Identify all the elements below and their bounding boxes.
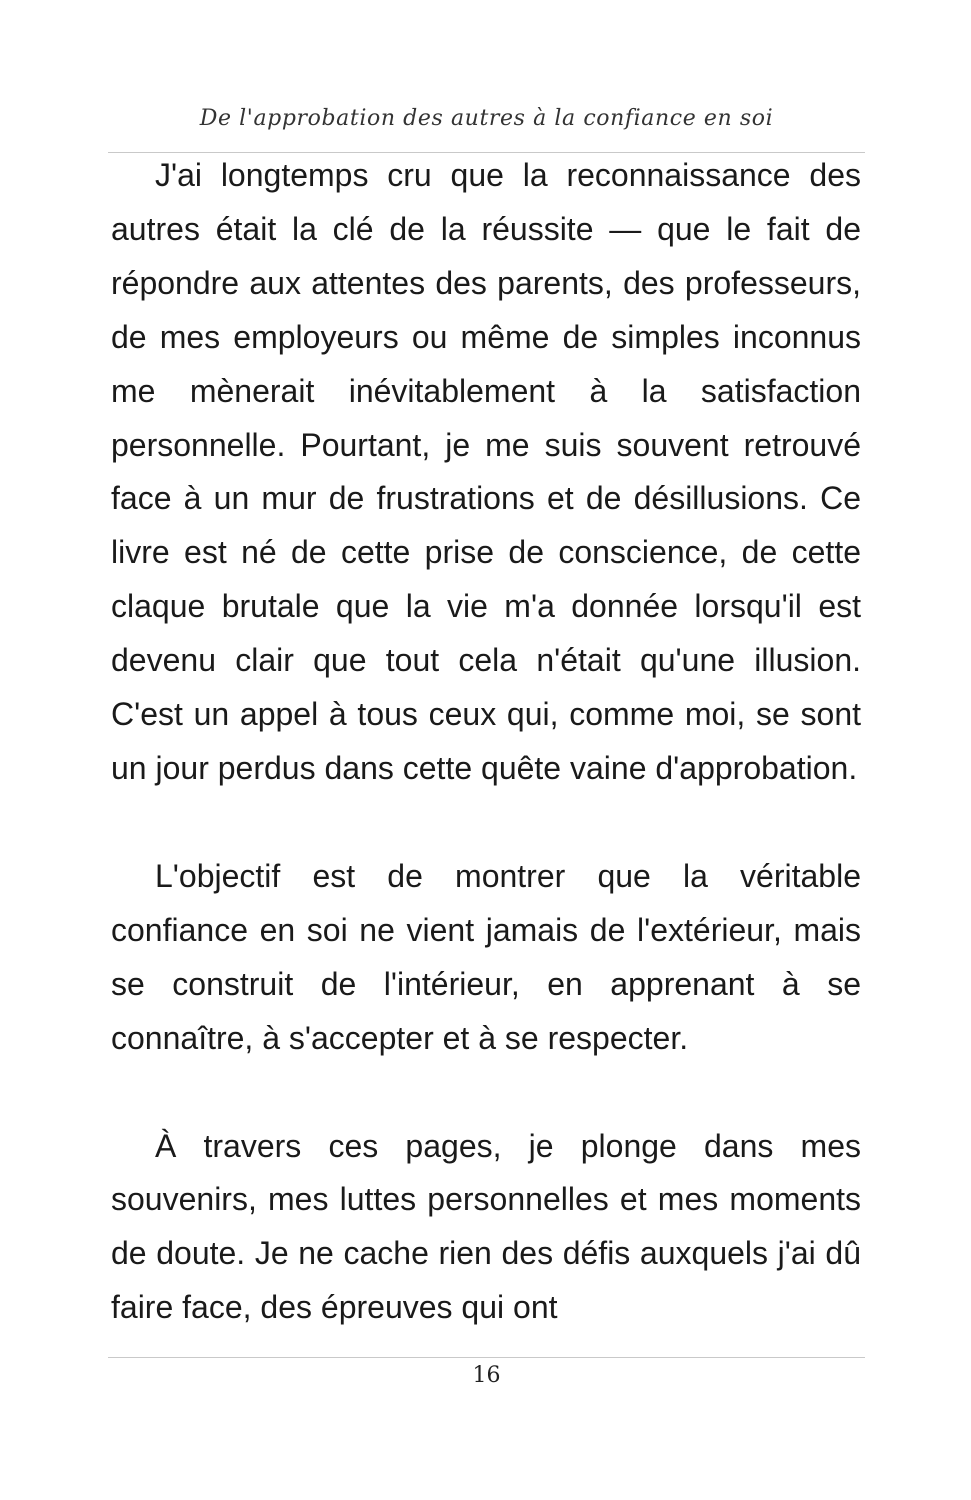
paragraph: À travers ces pages, je plonge dans mes souvenirs, mes luttes personnelles et mes moments de doute. Je ne cache rien des défis auxquels j'ai dû faire face, des épreuves qui ont (111, 1127, 861, 1326)
footer-rule (108, 1357, 865, 1358)
page-body (111, 149, 861, 1335)
page-number: 16 (472, 1363, 501, 1388)
running-header: De l'approbation des autres à la confiance en soi (199, 106, 774, 131)
paragraph: J'ai longtemps cru que la reconnaissance des autres était la clé de la réussite — que le fait de répondre aux attentes des parents, des professeurs, de mes employeurs ou même de simples inconnus me mènerait inévitablement à la satisfaction personnelle. Pourtant, je me suis souvent retrouvé face à un mur de frustrations et de désillusions. Ce livre est né de cette prise de conscience, de cette claque brutale que la vie m'a donnée lorsqu'il est devenu clair que tout cela n'était qu'une illusion. C'est un appel à tous ceux qui, comme moi, se sont un jour perdus dans cette quête vaine d'approbation. (111, 157, 861, 786)
paragraph: L'objectif est de montrer que la véritable confiance en soi ne vient jamais de l'extérieur, mais se construit de l'intérieur, en apprenant à se connaître, à s'accepter et à se respecter. (111, 857, 861, 1056)
